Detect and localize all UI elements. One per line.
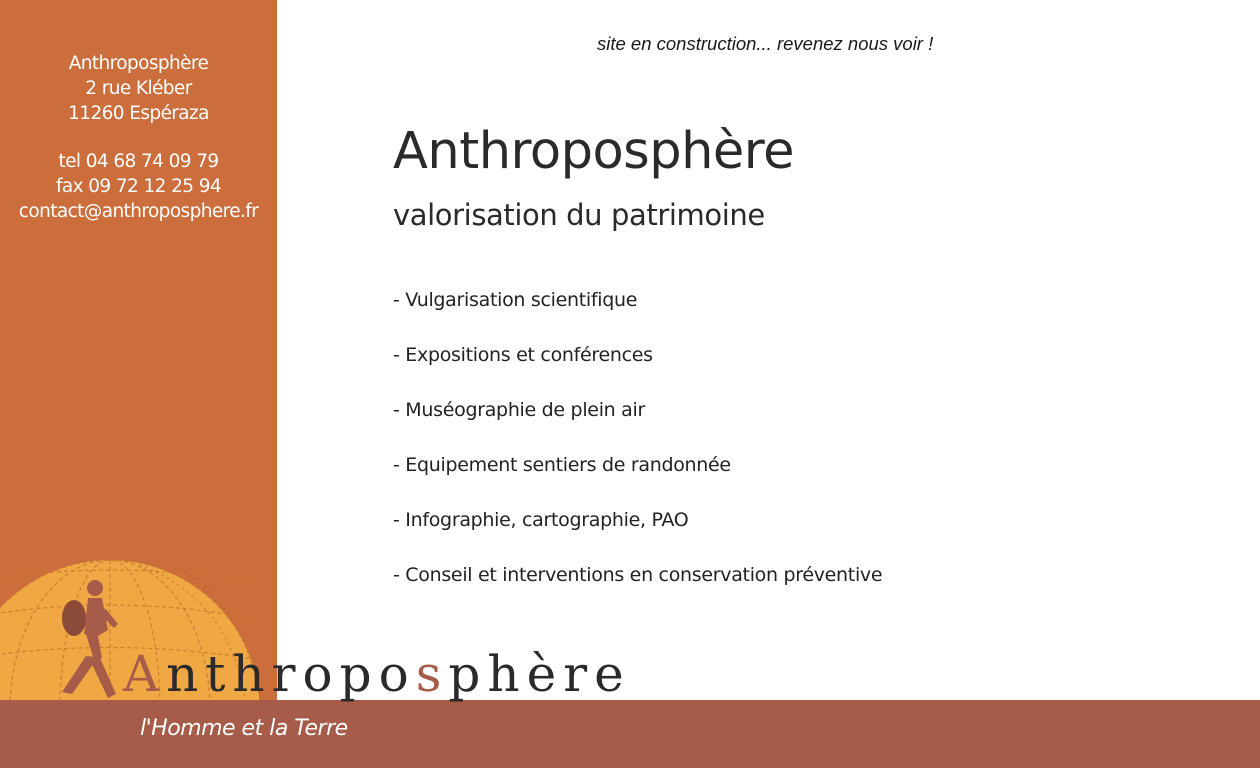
- phone-number: tel 04 68 74 09 79: [58, 151, 219, 173]
- construction-notice: site en construction... revenez nous voir !: [597, 33, 934, 54]
- services-list: [393, 285, 882, 615]
- page-subtitle: valorisation du patrimoine: [393, 198, 765, 232]
- street-address: 2 rue Kléber: [85, 77, 192, 99]
- list-item: - Infographie, cartographie, PAO: [393, 509, 689, 531]
- list-item: - Vulgarisation scientifique: [393, 289, 638, 311]
- sidebar: [0, 0, 277, 700]
- page-title: Anthroposphère: [393, 122, 795, 181]
- list-item: - Expositions et conférences: [393, 344, 653, 366]
- fax-number: fax 09 72 12 25 94: [55, 176, 222, 198]
- list-item: - Muséographie de plein air: [393, 399, 645, 421]
- company-name: Anthroposphère: [68, 53, 209, 74]
- email-link[interactable]: contact@anthroposphere.fr: [18, 200, 259, 222]
- logo-wordmark: [123, 645, 631, 703]
- logo-part-2: phère: [448, 645, 631, 703]
- hiker-icon: [50, 578, 130, 700]
- postal-city: 11260 Espéraza: [68, 102, 209, 124]
- list-item: - Equipement sentiers de randonnée: [393, 454, 731, 476]
- logo-part-1: nthropo: [166, 645, 416, 703]
- logo-letter-a: A: [123, 645, 167, 703]
- logo-letter-s: s: [415, 645, 449, 703]
- spacer: [0, 126, 277, 150]
- contact-block: [0, 52, 277, 225]
- list-item: - Conseil et interventions en conservation préventive: [393, 564, 883, 586]
- logo-tagline: l'Homme et la Terre: [140, 716, 348, 741]
